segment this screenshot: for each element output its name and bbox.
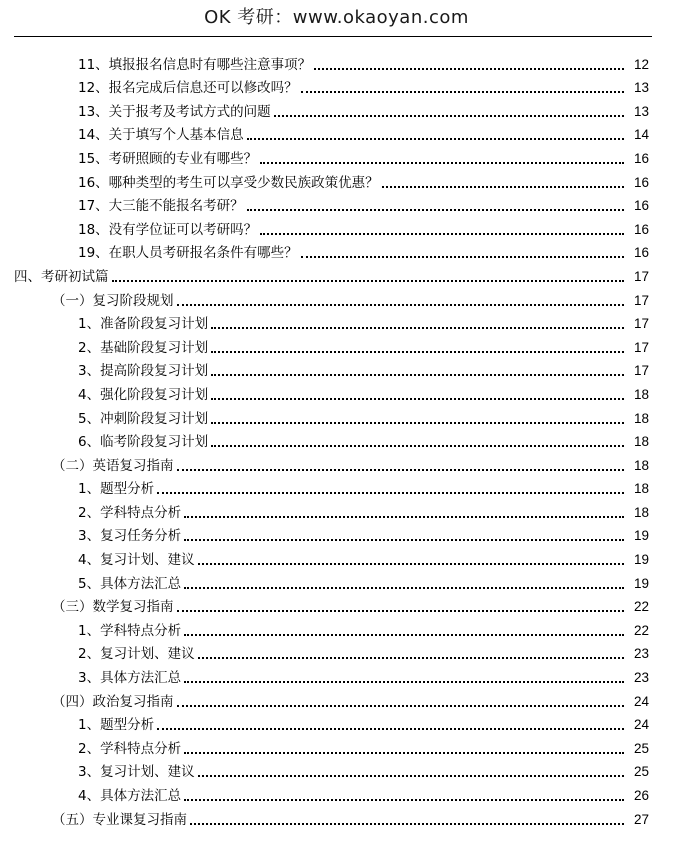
toc-entry[interactable] bbox=[0, 711, 673, 735]
toc-entry-title: （五）专业课复习指南 bbox=[52, 811, 187, 828]
toc-entry[interactable] bbox=[0, 569, 673, 593]
toc-entry[interactable] bbox=[0, 97, 673, 121]
toc-page-number: 16 bbox=[633, 221, 649, 237]
toc-entry-title: 4、复习计划、建议 bbox=[78, 552, 195, 569]
toc-page-number: 22 bbox=[633, 622, 649, 638]
toc-entry[interactable] bbox=[0, 663, 673, 687]
toc-entry[interactable] bbox=[0, 404, 673, 428]
toc-entry[interactable] bbox=[0, 121, 673, 145]
toc-dot-leader bbox=[211, 351, 624, 353]
toc-dot-leader bbox=[301, 91, 624, 93]
toc-dot-leader bbox=[260, 233, 624, 235]
toc-dot-leader bbox=[247, 209, 624, 211]
toc-dot-leader bbox=[184, 752, 624, 754]
toc-entry[interactable] bbox=[0, 616, 673, 640]
toc-page-number: 16 bbox=[633, 198, 649, 214]
toc-page-number: 17 bbox=[633, 268, 649, 284]
toc-dot-leader bbox=[157, 492, 624, 494]
toc-dot-leader bbox=[190, 823, 624, 825]
toc-dot-leader bbox=[247, 138, 624, 140]
toc-entry-title: 12、报名完成后信息还可以修改吗？ bbox=[78, 80, 298, 97]
toc-entry-title: （一）复习阶段规划 bbox=[52, 292, 174, 309]
toc-entry-title: （二）英语复习指南 bbox=[52, 457, 174, 474]
toc-dot-leader bbox=[260, 162, 624, 164]
toc-page-number: 18 bbox=[633, 434, 649, 450]
toc-entry-title: 15、考研照顾的专业有哪些？ bbox=[78, 150, 258, 167]
toc-page-number: 26 bbox=[633, 788, 649, 803]
toc-entry-title: 3、提高阶段复习计划 bbox=[78, 363, 209, 380]
toc-dot-leader bbox=[177, 304, 625, 306]
toc-entry-title: 2、基础阶段复习计划 bbox=[78, 339, 209, 356]
toc-page-number: 19 bbox=[633, 575, 649, 591]
toc-entry[interactable] bbox=[0, 74, 673, 98]
header-divider bbox=[14, 36, 652, 37]
toc-page-number: 18 bbox=[633, 410, 649, 426]
toc-page-number: 25 bbox=[633, 740, 649, 756]
toc-entry-title: 5、具体方法汇总 bbox=[78, 575, 182, 592]
toc-page-number: 16 bbox=[633, 174, 649, 190]
toc-entry-title: （四）政治复习指南 bbox=[52, 693, 174, 710]
toc-entry-title: 13、关于报考及考试方式的问题 bbox=[78, 103, 271, 120]
toc-page-number: 23 bbox=[633, 646, 649, 662]
toc-dot-leader bbox=[274, 115, 624, 117]
toc-page-number: 23 bbox=[633, 670, 649, 686]
toc-dot-leader bbox=[198, 563, 624, 565]
toc-dot-leader bbox=[301, 256, 624, 258]
toc-dot-leader bbox=[198, 775, 624, 777]
toc-entry-title: 6、临考阶段复习计划 bbox=[78, 434, 209, 451]
toc-entry[interactable] bbox=[0, 428, 673, 452]
toc-entry[interactable] bbox=[0, 475, 673, 499]
toc-dot-leader bbox=[177, 610, 625, 612]
toc-page-number: 18 bbox=[633, 457, 649, 473]
toc-entry-title: 11、填报报名信息时有哪些注意事项？ bbox=[78, 56, 312, 73]
toc-entry-title: 2、学科特点分析 bbox=[78, 504, 182, 521]
toc-page-number: 12 bbox=[633, 56, 649, 72]
toc-entry[interactable] bbox=[0, 333, 673, 357]
toc-page-number: 13 bbox=[633, 103, 649, 119]
toc-entry-title: 14、关于填写个人基本信息 bbox=[78, 127, 244, 144]
toc-dot-leader bbox=[184, 516, 624, 518]
toc-entry-title: 4、强化阶段复习计划 bbox=[78, 386, 209, 403]
toc-dot-leader bbox=[211, 422, 624, 424]
toc-entry-title: 18、没有学位证可以考研吗？ bbox=[78, 221, 258, 238]
toc-entry-title: 19、在职人员考研报名条件有哪些？ bbox=[78, 245, 298, 262]
toc-entry-title: 17、大三能不能报名考研？ bbox=[78, 198, 244, 215]
toc-page-number: 17 bbox=[633, 316, 649, 332]
toc-entry[interactable] bbox=[0, 50, 673, 74]
toc-page-number: 25 bbox=[633, 764, 649, 780]
toc-entry[interactable] bbox=[0, 522, 673, 546]
toc-entry-title: 16、哪种类型的考生可以享受少数民族政策优惠？ bbox=[78, 174, 379, 191]
toc-entry[interactable] bbox=[0, 286, 673, 310]
toc-entry-title: 3、具体方法汇总 bbox=[78, 670, 182, 687]
toc-entry[interactable] bbox=[0, 310, 673, 334]
toc-entry-title: 1、题型分析 bbox=[78, 481, 155, 498]
toc-dot-leader bbox=[314, 68, 624, 70]
toc-entry[interactable] bbox=[0, 640, 673, 664]
toc-entry-title: 1、题型分析 bbox=[78, 717, 155, 734]
toc-entry[interactable] bbox=[0, 498, 673, 522]
toc-entry-title: 1、学科特点分析 bbox=[78, 622, 182, 639]
toc-entry[interactable] bbox=[0, 593, 673, 617]
toc-page-number: 19 bbox=[633, 552, 649, 568]
toc-page-number: 24 bbox=[633, 717, 649, 733]
toc-page-number: 17 bbox=[633, 363, 649, 379]
toc-dot-leader bbox=[198, 657, 624, 659]
toc-entry-title: 1、准备阶段复习计划 bbox=[78, 316, 209, 333]
toc-entry-title: 3、复习任务分析 bbox=[78, 528, 182, 545]
toc-entry[interactable] bbox=[0, 734, 673, 758]
toc-entry-title: 5、冲刺阶段复习计划 bbox=[78, 410, 209, 427]
toc-page-number: 19 bbox=[633, 528, 649, 544]
toc-page-number: 22 bbox=[633, 599, 649, 615]
toc-entry-title: 2、复习计划、建议 bbox=[78, 646, 195, 663]
toc-dot-leader bbox=[211, 374, 624, 376]
toc-dot-leader bbox=[112, 280, 625, 282]
toc-dot-leader bbox=[177, 705, 625, 707]
toc-page-number: 16 bbox=[633, 245, 649, 261]
toc-entry-title: 四、考研初试篇 bbox=[14, 268, 109, 285]
toc-entry[interactable] bbox=[0, 144, 673, 168]
toc-dot-leader bbox=[382, 186, 624, 188]
toc-entry[interactable] bbox=[0, 545, 673, 569]
toc-dot-leader bbox=[184, 634, 624, 636]
toc-dot-leader bbox=[211, 327, 624, 329]
toc-page-number: 16 bbox=[633, 150, 649, 166]
toc-entry[interactable] bbox=[0, 215, 673, 239]
toc-page-number: 17 bbox=[633, 339, 649, 355]
toc-dot-leader bbox=[177, 469, 625, 471]
toc-entry-title: （三）数学复习指南 bbox=[52, 599, 174, 616]
toc-entry[interactable] bbox=[0, 357, 673, 381]
toc-dot-leader bbox=[157, 728, 624, 730]
page-header-title: OK 考研：www.okaoyan.com bbox=[204, 7, 469, 28]
toc-entry-title: 3、复习计划、建议 bbox=[78, 764, 195, 781]
toc-entry[interactable] bbox=[0, 758, 673, 782]
toc-entry[interactable] bbox=[0, 451, 673, 475]
toc-dot-leader bbox=[184, 587, 624, 589]
toc-entry[interactable] bbox=[0, 781, 673, 805]
toc-entry-title: 4、具体方法汇总 bbox=[78, 788, 182, 804]
toc-dot-leader bbox=[184, 681, 624, 683]
toc-dot-leader bbox=[211, 398, 624, 400]
toc-entry[interactable] bbox=[0, 805, 673, 829]
toc-page-number: 18 bbox=[633, 386, 649, 402]
toc-entry[interactable] bbox=[0, 168, 673, 192]
toc-entry[interactable] bbox=[0, 262, 673, 286]
toc-page-number: 13 bbox=[633, 80, 649, 96]
toc-entry[interactable] bbox=[0, 687, 673, 711]
toc-page-number: 24 bbox=[633, 693, 649, 709]
table-of-contents bbox=[0, 50, 673, 829]
toc-entry[interactable] bbox=[0, 380, 673, 404]
toc-entry[interactable] bbox=[0, 192, 673, 216]
toc-page-number: 14 bbox=[633, 127, 649, 143]
toc-entry-title: 2、学科特点分析 bbox=[78, 740, 182, 757]
toc-dot-leader bbox=[184, 539, 624, 541]
toc-page-number: 17 bbox=[633, 292, 649, 308]
toc-entry[interactable] bbox=[0, 239, 673, 263]
toc-dot-leader bbox=[184, 799, 624, 801]
toc-page-number: 18 bbox=[633, 481, 649, 497]
toc-page-number: 27 bbox=[633, 811, 649, 827]
toc-dot-leader bbox=[211, 445, 624, 447]
toc-page-number: 18 bbox=[633, 504, 649, 520]
